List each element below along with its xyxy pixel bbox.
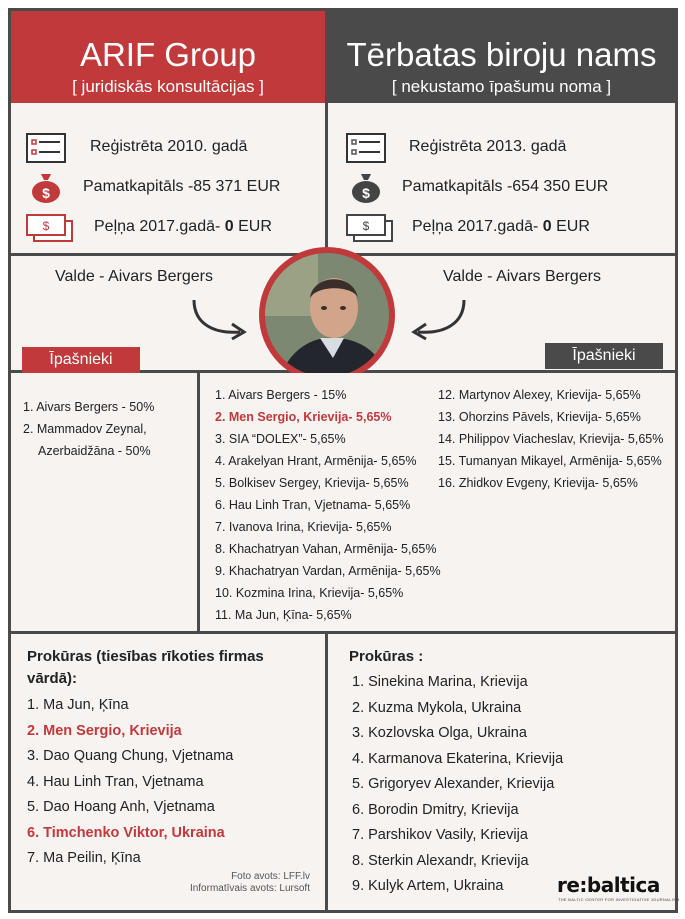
- info-credit: Informatīvais avots: Lursoft: [189, 883, 310, 894]
- money-bag-icon: [350, 170, 382, 204]
- list-item: 9. Khachatryan Vardan, Armēnija- 5,65%: [215, 564, 441, 578]
- list-item: 5. Grigoryev Alexander, Krievija: [352, 776, 555, 792]
- list-item: 3. Kozlovska Olga, Ukraina: [352, 725, 527, 741]
- list-item: 2. Mammadov Zeynal,: [23, 422, 147, 436]
- banknotes-icon: [26, 213, 74, 243]
- right-profit-prefix: Peļņa 2017.gadā-: [412, 218, 543, 235]
- left-profit: [94, 218, 272, 236]
- credits: [160, 871, 310, 895]
- list-item: 5. Dao Hoang Anh, Vjetnama: [27, 799, 215, 815]
- left-profit-prefix: Peļņa 2017.gadā-: [94, 218, 225, 235]
- list-item: 7. Ma Peilin, Ķīna: [27, 850, 141, 866]
- list-item: 13. Ohorzins Pāvels, Krievija- 5,65%: [438, 410, 641, 424]
- right-owners-list-col2: [438, 384, 663, 494]
- money-bag-icon: [30, 170, 62, 204]
- right-capital: Pamatkapitāls -654 350 EUR: [402, 178, 609, 195]
- right-header: [328, 11, 675, 103]
- curved-arrow-icon: [188, 296, 250, 342]
- right-profit-value: 0: [542, 218, 552, 235]
- left-board: Valde - Aivars Bergers: [55, 268, 213, 285]
- list-item: 8. Sterkin Alexandr, Krievija: [352, 852, 529, 869]
- left-profit-suffix: EUR: [233, 218, 272, 235]
- list-item: 2. Men Sergio, Krievija: [27, 722, 182, 739]
- left-capital: Pamatkapitāls -85 371 EUR: [83, 178, 281, 195]
- portrait-photo: [258, 246, 396, 384]
- right-board: Valde - Aivars Bergers: [443, 268, 601, 285]
- left-header: [11, 11, 325, 103]
- list-item: 14. Philippov Viacheslav, Krievija- 5,65%: [438, 432, 664, 446]
- list-item: 6. Borodin Dmitry, Krievija: [352, 801, 519, 818]
- list-item: 3. SIA “DOLEX”- 5,65%: [215, 432, 346, 446]
- left-registered: Reģistrēta 2010. gadā: [90, 138, 248, 155]
- left-owners-tag: Īpašnieki: [22, 347, 140, 373]
- list-item: 4. Arakelyan Hrant, Armēnija- 5,65%: [215, 454, 417, 468]
- left-owners-list: [23, 396, 154, 462]
- list-item: 1. Aivars Bergers - 50%: [23, 400, 155, 414]
- right-owners-tag: Īpašnieki: [545, 343, 663, 369]
- list-item: 1. Ma Jun, Ķīna: [27, 697, 129, 713]
- left-procurations-list: [27, 693, 233, 872]
- list-item: 7. Parshikov Vasily, Krievija: [352, 827, 528, 843]
- photo-credit: Foto avots: LFF.lv: [231, 871, 310, 882]
- svg-text:$: $: [362, 219, 370, 233]
- list-item: 1. Sinekina Marina, Krievija: [352, 674, 528, 690]
- document-list-icon: [346, 133, 386, 163]
- right-owners-list-col1: [215, 384, 441, 626]
- list-item: 2. Men Sergio, Krievija- 5,65%: [215, 410, 392, 424]
- list-item: 11. Ma Jun, Ķīna- 5,65%: [215, 608, 352, 622]
- list-item: 16. Zhidkov Evgeny, Krievija- 5,65%: [438, 476, 638, 490]
- svg-text:$: $: [42, 185, 50, 201]
- right-company-subtitle: [ nekustamo īpašumu noma ]: [391, 77, 612, 96]
- left-procurations-title: [27, 646, 264, 690]
- list-item: 4. Hau Linh Tran, Vjetnama: [27, 773, 204, 790]
- list-item: 5. Bolkisev Sergey, Krievija- 5,65%: [215, 476, 409, 490]
- right-procurations-title: Prokūras :: [349, 648, 424, 665]
- right-profit-suffix: EUR: [551, 218, 590, 235]
- left-procurations-title-line2: vārdā):: [27, 670, 78, 687]
- list-item: 7. Ivanova Irina, Krievija- 5,65%: [215, 520, 392, 534]
- banknotes-icon: [346, 213, 394, 243]
- right-profit: [412, 218, 590, 236]
- list-item: 1. Aivars Bergers - 15%: [215, 388, 347, 402]
- left-company-name: ARIF Group: [79, 36, 257, 73]
- left-company-subtitle: [ juridiskās konsultācijas ]: [72, 77, 264, 96]
- list-item: 6. Timchenko Viktor, Ukraina: [27, 824, 225, 841]
- list-item: 2. Kuzma Mykola, Ukraina: [352, 699, 522, 716]
- rebaltica-logo: re:baltica: [557, 873, 660, 897]
- right-registered: Reģistrēta 2013. gadā: [409, 138, 567, 155]
- list-item: 10. Kozmina Irina, Krievija- 5,65%: [215, 586, 404, 600]
- list-item: Azerbaidžāna - 50%: [38, 444, 151, 458]
- left-procurations-title-line1: Prokūras (tiesības rīkoties firmas: [27, 648, 264, 665]
- list-item: 3. Dao Quang Chung, Vjetnama: [27, 748, 234, 764]
- right-company-name: Tērbatas biroju nams: [346, 36, 657, 73]
- svg-text:$: $: [42, 219, 50, 233]
- list-item: 8. Khachatryan Vahan, Armēnija- 5,65%: [215, 542, 437, 556]
- rebaltica-tagline: THE BALTIC CENTER FOR INVESTIGATIVE JOURNALISM: [558, 897, 680, 902]
- svg-text:$: $: [362, 185, 370, 201]
- left-profit-value: 0: [224, 218, 234, 235]
- curved-arrow-icon: [408, 296, 470, 342]
- list-item: 4. Karmanova Ekaterina, Krievija: [352, 750, 564, 767]
- document-list-icon: [26, 133, 66, 163]
- list-item: 9. Kulyk Artem, Ukraina: [352, 878, 504, 894]
- right-procurations-list: [352, 670, 563, 900]
- list-item: 15. Tumanyan Mikayel, Armēnija- 5,65%: [438, 454, 662, 468]
- list-item: 6. Hau Linh Tran, Vjetnama- 5,65%: [215, 498, 411, 512]
- list-item: 12. Martynov Alexey, Krievija- 5,65%: [438, 388, 641, 402]
